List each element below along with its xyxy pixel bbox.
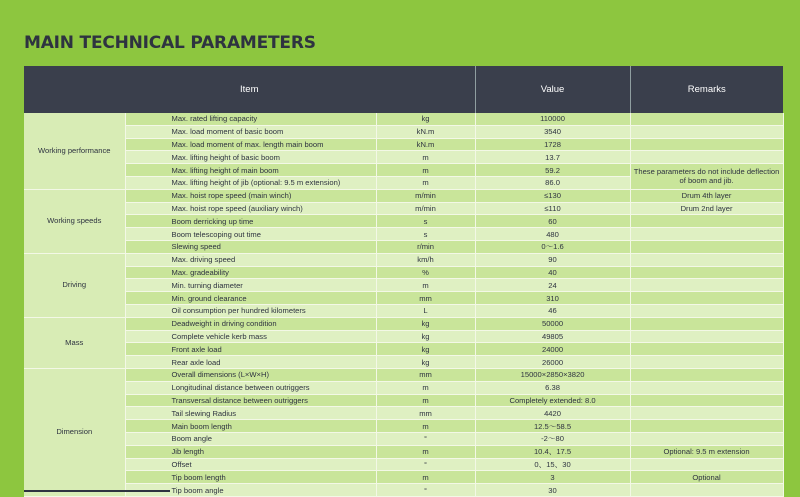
parameter-value: 10.4、17.5 [475, 445, 630, 458]
parameter-value: 1728 [475, 138, 630, 151]
parameter-value: 310 [475, 292, 630, 305]
group-label: Working performance [24, 113, 125, 189]
table-row [24, 253, 783, 266]
parameter-remark [630, 228, 783, 241]
parameter-unit: kg [376, 356, 475, 369]
parameter-unit: kg [376, 330, 475, 343]
parameter-remark [630, 458, 783, 471]
parameter-name: Rear axle load [125, 356, 376, 369]
parameter-name: Min. turning diameter [125, 279, 376, 292]
table-row [24, 407, 783, 420]
parameter-value: 3 [475, 471, 630, 484]
parameter-remark: Optional: 9.5 m extension [630, 445, 783, 458]
parameter-remark [630, 394, 783, 407]
table-header-row [24, 66, 783, 113]
parameter-unit: ° [376, 458, 475, 471]
table-row [24, 343, 783, 356]
parameter-value: 12.5～58.5 [475, 420, 630, 433]
parameter-name: Max. lifting height of jib (optional: 9.5 m extension) [125, 176, 376, 189]
parameter-unit: m [376, 381, 475, 394]
parameter-remark [630, 420, 783, 433]
parameter-name: Boom angle [125, 432, 376, 445]
page-title: MAIN TECHNICAL PARAMETERS [24, 33, 316, 53]
parameter-remark [630, 317, 783, 330]
table-row [24, 330, 783, 343]
parameter-value: 15000×2850×3820 [475, 368, 630, 381]
table-row [24, 432, 783, 445]
table-row [24, 368, 783, 381]
parameter-value: 50000 [475, 317, 630, 330]
parameter-unit: m [376, 420, 475, 433]
parameter-value: 3540 [475, 125, 630, 138]
parameter-remark [630, 484, 783, 497]
parameter-unit: kg [376, 317, 475, 330]
table-row [24, 113, 783, 125]
parameter-unit: m [376, 151, 475, 164]
parameter-name: Slewing speed [125, 240, 376, 253]
table-row [24, 215, 783, 228]
parameter-remark [630, 407, 783, 420]
parameter-remark [630, 330, 783, 343]
parameter-remark [630, 368, 783, 381]
parameter-unit: kg [376, 343, 475, 356]
parameter-name: Max. driving speed [125, 253, 376, 266]
parameter-remark [630, 343, 783, 356]
parameter-value: Completely extended: 8.0 [475, 394, 630, 407]
parameter-unit: kg [376, 113, 475, 125]
parameter-name: Min. ground clearance [125, 292, 376, 305]
parameter-value: 59.2 [475, 164, 630, 177]
parameter-unit: mm [376, 368, 475, 381]
table-row [24, 394, 783, 407]
parameter-value: 40 [475, 266, 630, 279]
table-body [24, 113, 783, 496]
parameter-unit: kN.m [376, 125, 475, 138]
parameter-name: Max. lifting height of main boom [125, 164, 376, 177]
table-row [24, 164, 783, 177]
parameter-name: Transversal distance between outriggers [125, 394, 376, 407]
table-row [24, 151, 783, 164]
parameter-value: 0～1.6 [475, 240, 630, 253]
parameter-remark [630, 125, 783, 138]
parameter-value: 4420 [475, 407, 630, 420]
group-label: Working speeds [24, 189, 125, 253]
parameter-remark [630, 215, 783, 228]
table-row [24, 420, 783, 433]
parameter-name: Overall dimensions (L×W×H) [125, 368, 376, 381]
parameter-unit: % [376, 266, 475, 279]
parameter-value: 480 [475, 228, 630, 241]
table-row [24, 125, 783, 138]
parameter-value: 6.38 [475, 381, 630, 394]
parameter-name: Max. rated lifting capacity [125, 113, 376, 125]
parameter-remark [630, 253, 783, 266]
parameter-remark [630, 266, 783, 279]
header-remarks: Remarks [630, 66, 783, 113]
parameter-name: Main boom length [125, 420, 376, 433]
table-row [24, 138, 783, 151]
table-row [24, 279, 783, 292]
parameter-name: Offset [125, 458, 376, 471]
parameter-unit: kN.m [376, 138, 475, 151]
parameter-value: 30 [475, 484, 630, 497]
parameter-unit: m [376, 445, 475, 458]
parameter-name: Max. hoist rope speed (main winch) [125, 189, 376, 202]
table-row [24, 381, 783, 394]
table-row [24, 240, 783, 253]
parameter-value: 60 [475, 215, 630, 228]
parameter-value: 0、15、30 [475, 458, 630, 471]
group-label: Dimension [24, 368, 125, 496]
parameter-remark [630, 240, 783, 253]
parameter-remark: Drum 4th layer [630, 189, 783, 202]
table-row [24, 202, 783, 215]
parameter-name: Deadweight in driving condition [125, 317, 376, 330]
parameter-unit: m/min [376, 189, 475, 202]
parameter-unit: s [376, 215, 475, 228]
parameter-remark [630, 279, 783, 292]
table-row [24, 458, 783, 471]
parameter-remark: These parameters do not include deflection of boom and jib. [630, 164, 783, 190]
parameter-value: 24 [475, 279, 630, 292]
parameter-unit: mm [376, 292, 475, 305]
parameter-name: Front axle load [125, 343, 376, 356]
parameter-name: Max. lifting height of basic boom [125, 151, 376, 164]
parameter-value: 110000 [475, 113, 630, 125]
parameter-value: 49805 [475, 330, 630, 343]
table-row [24, 356, 783, 369]
parameter-remark [630, 356, 783, 369]
parameter-name: Jib length [125, 445, 376, 458]
table-row [24, 304, 783, 317]
parameter-unit: km/h [376, 253, 475, 266]
parameter-value: 90 [475, 253, 630, 266]
parameter-value: 13.7 [475, 151, 630, 164]
parameter-value: 26000 [475, 356, 630, 369]
parameter-name: Oil consumption per hundred kilometers [125, 304, 376, 317]
parameter-name: Longitudinal distance between outriggers [125, 381, 376, 394]
parameter-value: ≤110 [475, 202, 630, 215]
parameter-name: Tip boom angle [125, 484, 376, 497]
parameter-unit: m [376, 164, 475, 177]
parameter-unit: L [376, 304, 475, 317]
parameter-unit: m [376, 471, 475, 484]
header-value: Value [475, 66, 630, 113]
parameter-remark [630, 151, 783, 164]
parameter-remark [630, 138, 783, 151]
parameter-value: ≤130 [475, 189, 630, 202]
parameter-name: Max. load moment of max. length main boom [125, 138, 376, 151]
parameter-unit: r/min [376, 240, 475, 253]
table-row [24, 471, 783, 484]
header-item: Item [24, 66, 475, 113]
parameter-unit: m [376, 394, 475, 407]
footer-divider [24, 490, 170, 492]
table-row [24, 266, 783, 279]
group-label: Driving [24, 253, 125, 317]
parameter-name: Max. load moment of basic boom [125, 125, 376, 138]
parameter-name: Tail slewing Radius [125, 407, 376, 420]
parameter-remark: Optional [630, 471, 783, 484]
parameter-unit: s [376, 228, 475, 241]
table-row [24, 317, 783, 330]
parameter-unit: m/min [376, 202, 475, 215]
parameter-name: Max. gradeability [125, 266, 376, 279]
parameter-value: -2～80 [475, 432, 630, 445]
parameter-remark [630, 381, 783, 394]
parameter-unit: ° [376, 484, 475, 497]
parameter-unit: m [376, 176, 475, 189]
parameter-name: Max. hoist rope speed (auxiliary winch) [125, 202, 376, 215]
parameter-name: Boom derricking up time [125, 215, 376, 228]
parameter-remark [630, 292, 783, 305]
table-row [24, 445, 783, 458]
table-row [24, 292, 783, 305]
parameter-unit: mm [376, 407, 475, 420]
parameter-remark: Drum 2nd layer [630, 202, 783, 215]
parameter-value: 46 [475, 304, 630, 317]
parameter-unit: ° [376, 432, 475, 445]
table-row [24, 228, 783, 241]
parameter-name: Tip boom length [125, 471, 376, 484]
parameter-remark [630, 432, 783, 445]
parameter-value: 24000 [475, 343, 630, 356]
parameter-name: Boom telescoping out time [125, 228, 376, 241]
table-row [24, 189, 783, 202]
parameter-name: Complete vehicle kerb mass [125, 330, 376, 343]
parameter-unit: m [376, 279, 475, 292]
parameter-remark [630, 113, 783, 125]
parameter-value: 86.0 [475, 176, 630, 189]
parameter-remark [630, 304, 783, 317]
group-label: Mass [24, 317, 125, 368]
parameters-table [24, 66, 784, 497]
